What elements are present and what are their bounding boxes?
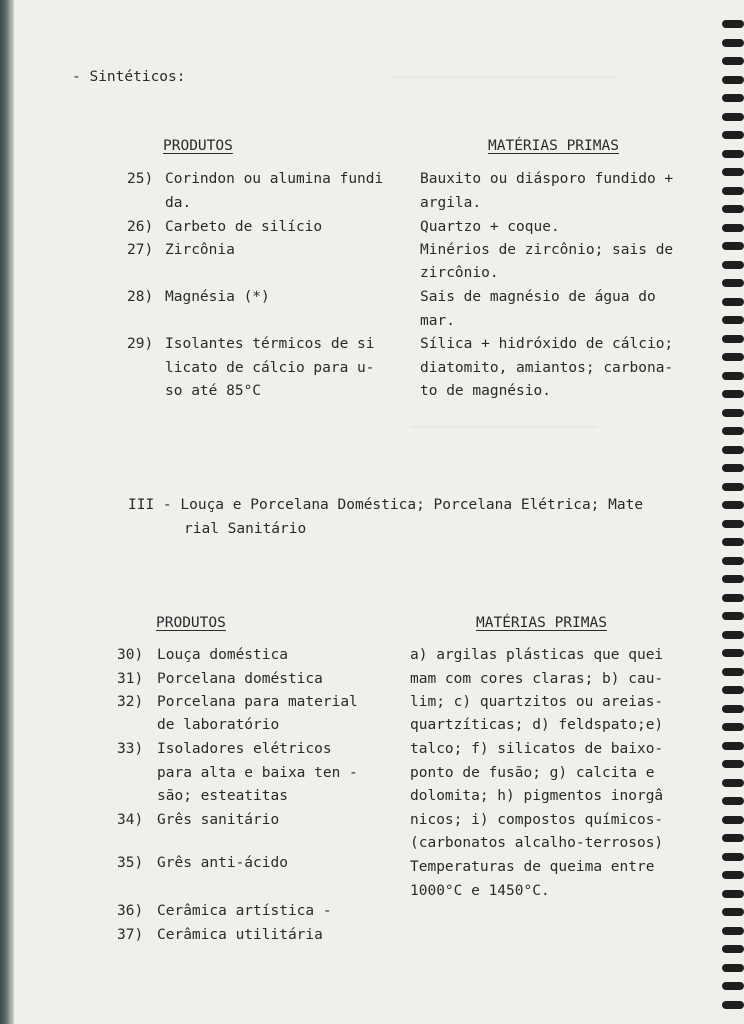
material-line: mam com cores claras; b) cau- <box>410 671 664 687</box>
material-line: diatomito, amiantos; carbona- <box>420 360 674 376</box>
spiral-coil <box>722 279 744 287</box>
spiral-coil <box>722 39 744 47</box>
material-line: ponto de fusão; g) calcita e <box>410 765 655 781</box>
spiral-coil <box>722 797 744 805</box>
spiral-coil <box>722 908 744 916</box>
spiral-coil <box>722 945 744 953</box>
spiral-coil <box>722 538 744 546</box>
product-line: de laboratório <box>157 717 280 733</box>
spiral-coil <box>722 205 744 213</box>
material-line: Sais de magnésio de água do <box>420 289 656 305</box>
spiral-coil <box>722 612 744 620</box>
section-title: III - Louça e Porcelana Doméstica; Porcelana Elétrica; Mate <box>128 497 644 513</box>
bleed-through: ~~~~~~~~~~~~~~~~~~~~~~~~ <box>410 420 598 435</box>
spiral-coil <box>722 520 744 528</box>
spiral-coil <box>722 464 744 472</box>
item-number: 34) <box>117 812 144 828</box>
spiral-coil <box>722 890 744 898</box>
spiral-coil <box>722 964 744 972</box>
spiral-coil <box>722 335 744 343</box>
spiral-coil <box>722 631 744 639</box>
spiral-coil <box>722 261 744 269</box>
spiral-coil <box>722 446 744 454</box>
product-line: Louça doméstica <box>157 647 288 663</box>
spiral-coil <box>722 575 744 583</box>
spiral-coil <box>722 853 744 861</box>
item-number: 27) <box>127 242 154 258</box>
spiral-coil <box>722 298 744 306</box>
item-number: 32) <box>117 694 144 710</box>
material-line: nicos; i) compostos químicos- <box>410 812 664 828</box>
spiral-coil <box>722 1001 744 1009</box>
item-number: 33) <box>117 741 144 757</box>
spiral-coil <box>722 501 744 509</box>
spiral-coil <box>722 168 744 176</box>
spiral-coil <box>722 871 744 879</box>
spiral-coil <box>722 20 744 28</box>
spiral-coil <box>722 686 744 694</box>
spiral-coil <box>722 834 744 842</box>
product-line: Porcelana para material <box>157 694 358 710</box>
spiral-coil <box>722 390 744 398</box>
product-line: são; esteatitas <box>157 788 288 804</box>
page-left-edge <box>0 0 14 1024</box>
spiral-coil <box>722 76 744 84</box>
material-line: zircônio. <box>420 265 499 281</box>
spiral-coil <box>722 723 744 731</box>
product-line: Zircônia <box>165 242 235 258</box>
material-line: Temperaturas de queima entre <box>410 859 655 875</box>
product-line: Corindon ou alumina fundi <box>165 171 384 187</box>
spiral-coil <box>722 94 744 102</box>
material-line: Sílica + hidróxido de cálcio; <box>420 336 674 352</box>
product-line: so até 85°C <box>165 383 262 399</box>
product-line: Carbeto de silício <box>165 219 323 235</box>
spiral-binding <box>718 20 744 1020</box>
raw-materials-header: MATÉRIAS PRIMAS <box>488 138 619 154</box>
product-line: Grês anti-ácido <box>157 855 288 871</box>
product-line: Cerâmica utilitária <box>157 927 323 943</box>
spiral-coil <box>722 982 744 990</box>
products-header: PRODUTOS <box>163 138 233 154</box>
item-number: 36) <box>117 903 144 919</box>
material-line: dolomita; h) pigmentos inorgâ <box>410 788 664 804</box>
item-number: 37) <box>117 927 144 943</box>
spiral-coil <box>722 113 744 121</box>
material-line: lim; c) quartzitos ou areias- <box>410 694 664 710</box>
spiral-coil <box>722 557 744 565</box>
material-line: quartzíticas; d) feldspato;e) <box>410 717 664 733</box>
spiral-coil <box>722 668 744 676</box>
section-title: rial Sanitário <box>184 521 307 537</box>
spiral-coil <box>722 353 744 361</box>
spiral-coil <box>722 779 744 787</box>
material-line: argila. <box>420 195 482 211</box>
spiral-coil <box>722 816 744 824</box>
material-line: talco; f) silicatos de baixo- <box>410 741 664 757</box>
spiral-coil <box>722 57 744 65</box>
product-line: Porcelana doméstica <box>157 671 323 687</box>
product-line: Isolantes térmicos de si <box>165 336 375 352</box>
spiral-coil <box>722 131 744 139</box>
spiral-coil <box>722 372 744 380</box>
spiral-coil <box>722 742 744 750</box>
spiral-coil <box>722 649 744 657</box>
material-line: to de magnésio. <box>420 383 551 399</box>
product-line: Magnésia (*) <box>165 289 270 305</box>
item-number: 30) <box>117 647 144 663</box>
spiral-coil <box>722 187 744 195</box>
spiral-coil <box>722 427 744 435</box>
material-line: 1000°C e 1450°C. <box>410 883 550 899</box>
spiral-coil <box>722 483 744 491</box>
page-heading: - Sintéticos: <box>72 69 186 85</box>
product-line: licato de cálcio para u- <box>165 360 375 376</box>
spiral-coil <box>722 705 744 713</box>
product-line: Isoladores elétricos <box>157 741 332 757</box>
material-line: Bauxito ou diásporo fundido + <box>420 171 674 187</box>
item-number: 29) <box>127 336 154 352</box>
item-number: 26) <box>127 219 154 235</box>
material-line: (carbonatos alcalho-terrosos) <box>410 835 664 851</box>
product-line: Grês sanitário <box>157 812 280 828</box>
products-header: PRODUTOS <box>156 615 226 631</box>
item-number: 35) <box>117 855 144 871</box>
material-line: mar. <box>420 313 455 329</box>
raw-materials-header: MATÉRIAS PRIMAS <box>476 615 607 631</box>
spiral-coil <box>722 150 744 158</box>
material-line: Minérios de zircônio; sais de <box>420 242 674 258</box>
product-line: Cerâmica artística - <box>157 903 332 919</box>
spiral-coil <box>722 224 744 232</box>
product-line: da. <box>165 195 192 211</box>
spiral-coil <box>722 242 744 250</box>
product-line: para alta e baixa ten - <box>157 765 358 781</box>
spiral-coil <box>722 927 744 935</box>
item-number: 25) <box>127 171 154 187</box>
spiral-coil <box>722 760 744 768</box>
spiral-coil <box>722 594 744 602</box>
item-number: 31) <box>117 671 144 687</box>
item-number: 28) <box>127 289 154 305</box>
spiral-coil <box>722 316 744 324</box>
bleed-through: ~~~~~~~~~~~~~~~~~~~~~~~~~~~~~ <box>390 70 617 85</box>
material-line: a) argilas plásticas que quei <box>410 647 664 663</box>
material-line: Quartzo + coque. <box>420 219 560 235</box>
spiral-coil <box>722 409 744 417</box>
